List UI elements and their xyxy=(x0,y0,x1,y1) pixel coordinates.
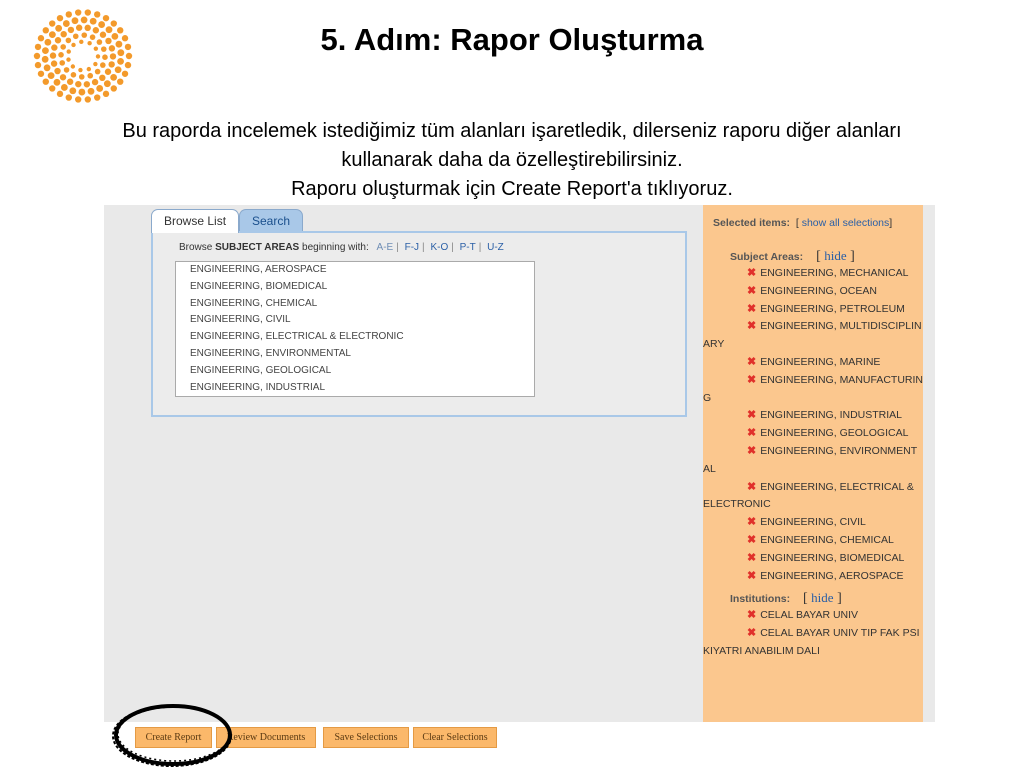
logo-dot xyxy=(111,85,117,91)
logo-dot xyxy=(61,84,68,91)
logo-dot xyxy=(54,68,60,74)
logo-dot xyxy=(85,96,91,102)
show-all-selections-link[interactable]: show all selections xyxy=(801,217,890,229)
subject-list-item[interactable]: ENGINEERING, ENVIRONMENTAL xyxy=(190,347,351,359)
selected-item xyxy=(703,514,923,532)
logo-dot xyxy=(125,62,131,68)
logo-dot xyxy=(99,75,105,81)
selected-item xyxy=(703,425,923,443)
remove-x-icon[interactable]: ✖ xyxy=(747,284,757,297)
logo-dot xyxy=(78,68,82,72)
selected-item xyxy=(703,443,923,479)
remove-x-icon[interactable]: ✖ xyxy=(747,409,757,422)
logo-dot xyxy=(44,64,51,71)
selected-subjects xyxy=(703,265,923,585)
logo-dot xyxy=(66,94,72,100)
selected-item-label: ENGINEERING, MANUFACTURING xyxy=(703,373,923,404)
selected-item xyxy=(703,568,923,586)
slide-description xyxy=(0,117,1024,204)
selected-item xyxy=(703,301,923,319)
logo-dot xyxy=(85,9,91,15)
logo-dot xyxy=(96,85,103,92)
remove-x-icon[interactable]: ✖ xyxy=(747,480,757,493)
institutions-label: Institutions: xyxy=(730,593,791,606)
logo-dot xyxy=(66,57,70,61)
remove-x-icon[interactable]: ✖ xyxy=(747,444,757,457)
logo-dot xyxy=(43,78,49,84)
selected-institutions xyxy=(703,607,923,660)
logo-dot xyxy=(94,94,100,100)
selected-item-label: CELAL BAYAR UNIV xyxy=(760,609,859,622)
logo-dot xyxy=(110,74,117,81)
logo-dot xyxy=(60,74,66,80)
description-line: Bu raporda incelemek istediğimiz tüm alanları işaretledik, dilerseniz raporu diğer alanları xyxy=(122,120,902,142)
subject-list-item[interactable]: ENGINEERING, CIVIL xyxy=(190,314,291,326)
selected-item xyxy=(703,550,923,568)
selected-items-header: Selected items: [ show all selections] xyxy=(713,217,893,229)
clear-selections-button[interactable]: Clear Selections xyxy=(413,727,497,748)
logo-dot xyxy=(87,67,91,71)
logo-dot xyxy=(94,11,100,17)
subject-list-item[interactable]: ENGINEERING, AEROSPACE xyxy=(190,264,327,275)
browse-category: SUBJECT AREAS xyxy=(215,242,300,253)
selected-item-label: ENGINEERING, MULTIDISCIPLINARY xyxy=(703,320,922,351)
remove-x-icon[interactable]: ✖ xyxy=(747,302,757,315)
remove-x-icon[interactable]: ✖ xyxy=(747,569,757,582)
logo-dot xyxy=(57,15,63,21)
selected-items-label: Selected items: xyxy=(713,217,791,229)
logo-dot xyxy=(64,67,70,73)
logo-dot xyxy=(122,71,128,77)
institutions-header: Institutions: [ hide ] xyxy=(730,590,842,607)
logo-dot xyxy=(100,62,106,68)
logo-dot xyxy=(104,80,111,87)
browse-range-bar: Browse SUBJECT AREAS beginning with: A-E | F-J | K-O | P-T | U-Z xyxy=(179,242,504,253)
selected-item-label: ENGINEERING, INDUSTRIAL xyxy=(760,409,902,422)
remove-x-icon[interactable]: ✖ xyxy=(747,355,757,368)
range-link[interactable]: F-J xyxy=(404,242,420,253)
logo-dot xyxy=(117,58,124,65)
subject-list-item[interactable]: ENGINEERING, GEOLOGICAL xyxy=(190,364,332,376)
app-screenshot xyxy=(104,205,935,722)
subject-areas-label: Subject Areas: xyxy=(730,251,804,263)
logo-dot xyxy=(103,15,109,21)
logo-dot xyxy=(69,87,76,94)
logo-dot xyxy=(49,85,55,91)
selected-item-label: ENGINEERING, BIOMEDICAL xyxy=(760,551,905,564)
remove-x-icon[interactable]: ✖ xyxy=(747,373,757,386)
remove-x-icon[interactable]: ✖ xyxy=(747,551,757,564)
logo-dot xyxy=(79,74,85,80)
subject-list-item[interactable]: ENGINEERING, CHEMICAL xyxy=(190,297,318,309)
selected-item xyxy=(703,625,923,661)
logo-dot xyxy=(105,69,111,75)
subject-list-item[interactable]: ENGINEERING, ELECTRICAL & ELECTRONIC xyxy=(190,331,404,343)
range-link[interactable]: P-T xyxy=(459,242,476,253)
selected-item-label: ENGINEERING, PETROLEUM xyxy=(760,302,905,315)
selected-item xyxy=(703,532,923,550)
tab-search[interactable]: Search xyxy=(239,209,303,233)
hide-institutions-link[interactable]: hide xyxy=(811,590,834,606)
range-link[interactable]: K-O xyxy=(430,242,449,253)
selected-item-label: ENGINEERING, CHEMICAL xyxy=(760,533,894,546)
logo-dot xyxy=(93,62,97,66)
subject-areas-header: Subject Areas: [ hide ] xyxy=(730,248,855,264)
subject-list[interactable] xyxy=(175,261,535,397)
selected-item-label: ENGINEERING, ENVIRONMENTAL xyxy=(703,444,918,475)
logo-dot xyxy=(117,78,123,84)
logo-dot xyxy=(71,64,75,68)
logo-dot xyxy=(75,9,81,15)
logo-dot xyxy=(38,71,44,77)
selected-item xyxy=(703,318,923,354)
selected-item-label: CELAL BAYAR UNIV TIP FAK PSIKIYATRI ANABILIM DALI xyxy=(703,627,920,657)
selected-item xyxy=(703,354,923,372)
remove-x-icon[interactable]: ✖ xyxy=(747,427,757,440)
subject-list-item[interactable]: ENGINEERING, BIOMEDICAL xyxy=(190,280,328,292)
logo-dot xyxy=(75,81,81,87)
logo-dot xyxy=(108,61,114,67)
selected-item-label: ENGINEERING, MARINE xyxy=(760,355,881,368)
selected-item xyxy=(703,265,923,283)
remove-x-icon[interactable]: ✖ xyxy=(747,320,757,333)
selected-item-label: ENGINEERING, AEROSPACE xyxy=(760,569,904,582)
logo-dot xyxy=(103,91,109,97)
save-selections-button[interactable]: Save Selections xyxy=(323,727,409,748)
range-link[interactable]: U-Z xyxy=(487,242,504,253)
browse-suffix: beginning with: xyxy=(302,242,369,253)
logo-dot xyxy=(67,79,73,85)
remove-x-icon[interactable]: ✖ xyxy=(747,609,757,622)
logo-dot xyxy=(95,69,101,75)
browse-prefix: Browse xyxy=(179,242,213,253)
subject-list-item[interactable]: ENGINEERING, INDUSTRIAL xyxy=(190,381,326,393)
selected-item xyxy=(703,407,923,425)
logo-dot xyxy=(59,60,65,66)
description-line: Raporu oluşturmak için Create Report'a tıklıyoruz. xyxy=(291,178,733,200)
create-report-button[interactable]: Create Report xyxy=(135,727,212,748)
slide-title: 5. Adım: Rapor Oluşturma xyxy=(320,22,704,57)
description-line: kullanarak daha da özelleştirebilirsiniz. xyxy=(341,149,683,171)
hide-subjects-link[interactable]: hide xyxy=(824,248,847,263)
logo-dot xyxy=(115,66,122,73)
logo-dot xyxy=(87,73,93,79)
logo-dot xyxy=(57,91,63,97)
selected-items-panel xyxy=(703,205,923,722)
selected-item xyxy=(703,372,923,408)
selected-item-label: ENGINEERING, GEOLOGICAL xyxy=(760,427,909,440)
browse-panel xyxy=(151,231,687,417)
selected-item xyxy=(703,283,923,301)
remove-x-icon[interactable]: ✖ xyxy=(747,533,757,546)
logo-dot xyxy=(48,72,55,79)
logo-dot xyxy=(71,72,77,78)
remove-x-icon[interactable]: ✖ xyxy=(747,267,757,279)
selected-item-label: ENGINEERING, ELECTRICAL & ELECTRONIC xyxy=(703,480,914,511)
logo-dot xyxy=(84,81,90,87)
logo-dot xyxy=(54,79,61,86)
logo-dot xyxy=(35,62,41,68)
selected-item xyxy=(703,607,923,625)
logo-dot xyxy=(75,96,81,102)
logo-dot xyxy=(78,89,85,96)
review-documents-button[interactable]: Review Documents xyxy=(216,727,316,748)
selected-item-label: ENGINEERING, CIVIL xyxy=(760,516,866,529)
remove-x-icon[interactable]: ✖ xyxy=(747,516,757,529)
logo-dot xyxy=(88,88,95,95)
remove-x-icon[interactable]: ✖ xyxy=(747,627,757,640)
logo-dot xyxy=(92,79,98,85)
selected-item-label: ENGINEERING, MECHANICAL xyxy=(760,267,909,279)
range-link[interactable]: A-E xyxy=(376,242,394,253)
selected-item-label: ENGINEERING, OCEAN xyxy=(760,284,877,297)
logo-dot xyxy=(66,11,72,17)
logo-dot xyxy=(51,60,57,66)
selected-item xyxy=(703,479,923,515)
tab-browse-list[interactable]: Browse List xyxy=(151,209,239,233)
